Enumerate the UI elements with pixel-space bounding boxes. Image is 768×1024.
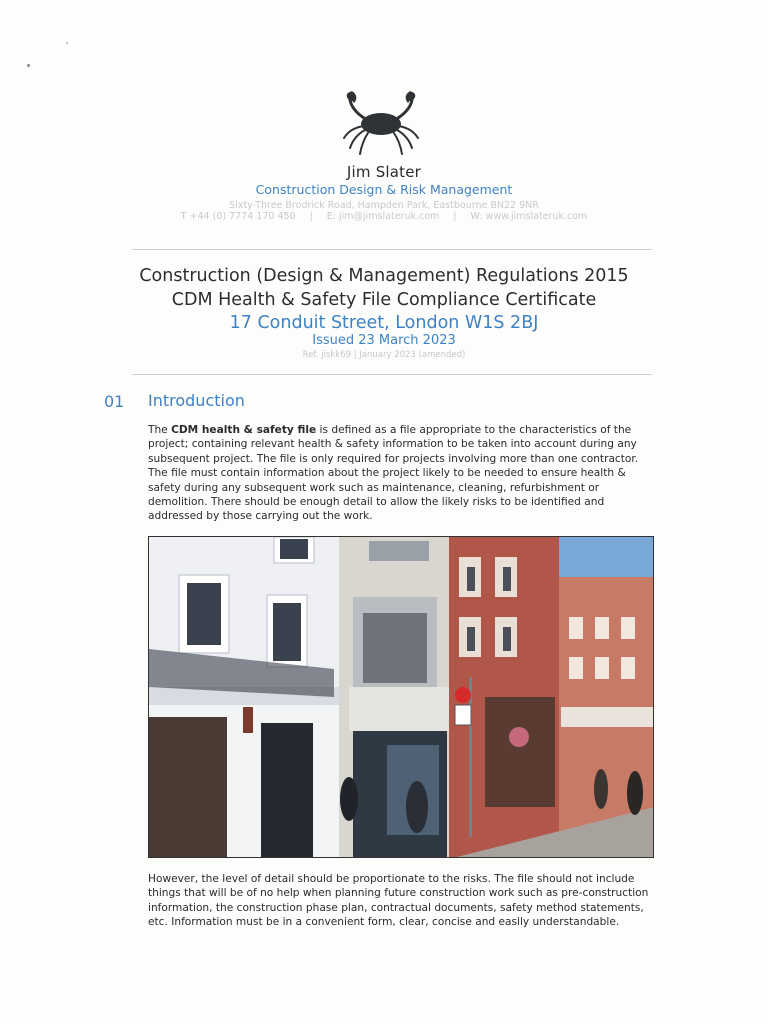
contact-line: [0, 211, 768, 222]
para-body: is defined as a file appropriate to the characteristics of the project; containing relevant health & safety information to be taken into account during any subsequent project. The file is only required for projects involving more than one contractor. The file must contain information about the project likely to be needed to ensure health & safety during any subsequent work such as maintenance, cleaning, refurbishment or demolition. There should be enough detail to allow the likely risks to be identified and addressed by those carrying out the work.: [148, 424, 639, 523]
site-address: 17 Conduit Street, London W1S 2BJ: [229, 313, 539, 333]
website-link[interactable]: W: www.jimslateruk.com: [470, 211, 588, 222]
section-title: Introduction: [148, 391, 245, 410]
divider: [132, 374, 652, 375]
separator: |: [453, 211, 457, 222]
street-building-photo: [148, 536, 654, 858]
phone-number: T +44 (0) 7774 170 450: [180, 211, 296, 222]
separator: |: [309, 211, 313, 222]
postal-address: Sixty-Three Brodrick Road, Hampden Park, Eastbourne BN22 9NR: [229, 200, 539, 211]
email-link[interactable]: E: jim@jimslateruk.com: [326, 211, 440, 222]
author-name: Jim Slater: [346, 163, 422, 181]
company-name: Construction Design & Risk Management: [255, 182, 513, 197]
regulation-title: Construction (Design & Management) Regulations 2015: [139, 266, 629, 286]
intro-paragraph: [148, 423, 656, 524]
divider: [132, 249, 652, 250]
reference-line: Ref. jisḱk69 | January 2023 (amended): [302, 350, 466, 360]
scan-speck: [66, 42, 68, 44]
detail-paragraph: However, the level of detail should be proportionate to the risks. The file should not include things that will be of no help when planning future construction work such as pre-construction information, the construction phase plan, contractual documents, safety method statements, etc. Information must be in a convenient form, clear, concise and easily understandable.: [148, 873, 649, 929]
para-bold-term: CDM health & safety file: [171, 424, 317, 436]
certificate-title: CDM Health & Safety File Compliance Certificate: [171, 290, 597, 310]
issue-date: Issued 23 March 2023: [312, 333, 456, 348]
para-prefix: The: [148, 424, 172, 436]
crab-icon: [336, 90, 426, 160]
scan-speck: [27, 64, 30, 67]
section-number: 01: [104, 392, 125, 411]
